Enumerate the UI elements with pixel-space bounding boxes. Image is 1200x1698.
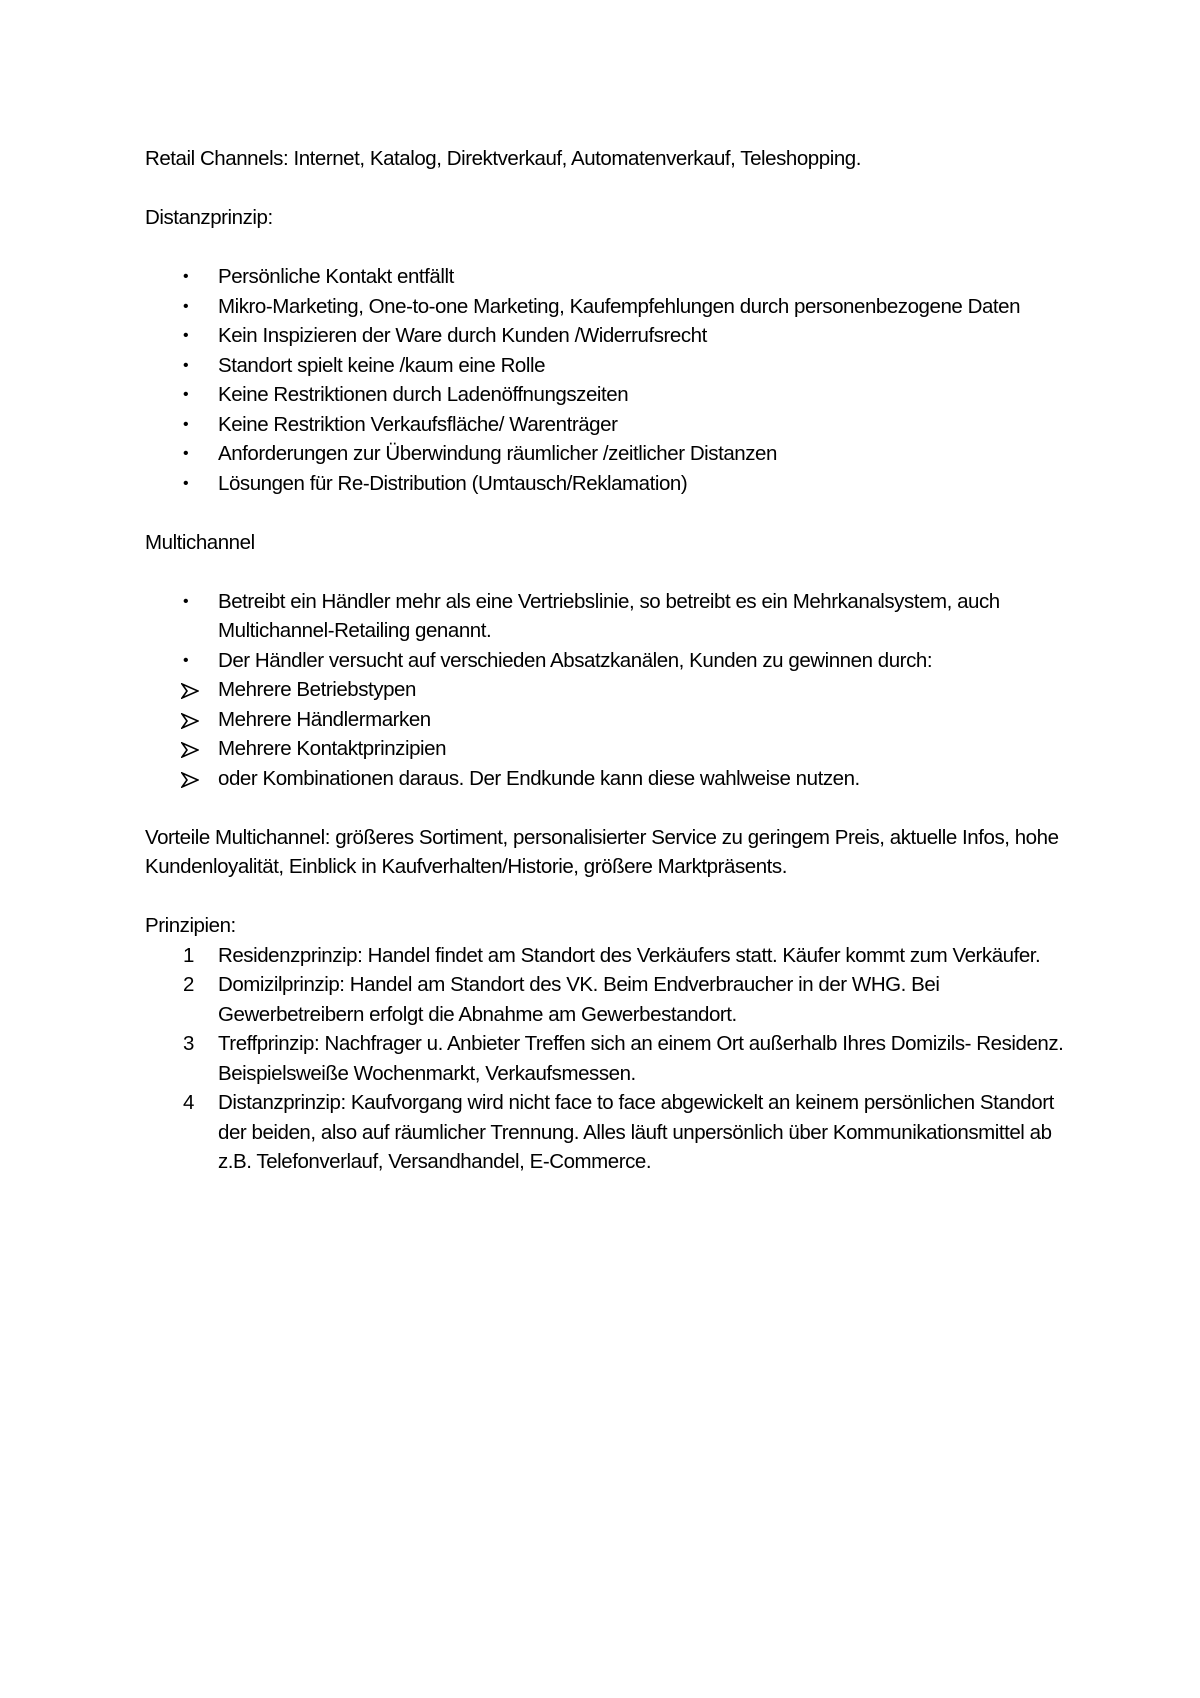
list-item: [145, 321, 1085, 351]
bullet-marker: •: [183, 474, 189, 492]
list-item: [145, 675, 1085, 705]
list-item: [145, 734, 1085, 764]
retail-channels-paragraph: Retail Channels: Internet, Katalog, Direktverkauf, Automatenverkauf, Teleshopping.: [145, 147, 861, 170]
list-item-text: Keine Restriktionen durch Ladenöffnungszeiten: [218, 383, 629, 406]
list-item-text: oder Kombinationen daraus. Der Endkunde kann diese wahlweise nutzen.: [218, 766, 860, 790]
arrow-bullet-icon: [181, 742, 199, 758]
list-item: [145, 970, 1085, 1029]
distanzprinzip-heading: Distanzprinzip:: [145, 206, 273, 229]
distanzprinzip-list: [145, 262, 1085, 498]
list-item-text: Mikro-Marketing, One-to-one Marketing, Kaufempfehlungen durch personenbezogene Daten: [218, 294, 1021, 318]
list-item-text: Distanzprinzip: Kaufvorgang wird nicht face to face abgewickelt an keinem persönlichen Standort der beiden, also auf räumlicher Trennung. Alles läuft unpersönlich über Kommunikationsmittel ab z.B. Telefonverlauf, Versandhandel, E-Commerce.: [218, 1091, 1054, 1173]
bullet-marker: •: [183, 445, 189, 462]
arrow-bullet-icon: [181, 713, 199, 729]
list-item-text: Standort spielt keine /kaum eine Rolle: [218, 353, 546, 377]
list-item-text: Mehrere Kontaktprinzipien: [218, 737, 447, 760]
bullet-marker: •: [183, 592, 189, 610]
multichannel-list: [145, 587, 1085, 794]
list-item-text: Keine Restriktion Verkaufsfläche/ Warenträger: [218, 412, 618, 436]
list-item: [145, 587, 1085, 646]
document-body: [145, 144, 1085, 1206]
list-item: [145, 1088, 1085, 1177]
list-item-text: Treffprinzip: Nachfrager u. Anbieter Treffen sich an einem Ort außerhalb Ihres Domizils- Residenz. Beispielsweiße Wochenmarkt, Verkaufsmessen.: [218, 1032, 1064, 1085]
list-item-text: Persönliche Kontakt entfällt: [218, 265, 454, 288]
list-item: [145, 941, 1085, 971]
list-item-text: Domizilprinzip: Handel am Standort des VK. Beim Endverbraucher in der WHG. Bei Gewerbetreibern erfolgt die Abnahme am Gewerbestandort.: [218, 973, 940, 1026]
list-item: [145, 439, 1085, 469]
list-item: [145, 380, 1085, 410]
list-item: [145, 292, 1085, 322]
list-item-text: Kein Inspizieren der Ware durch Kunden /Widerrufsrecht: [218, 324, 707, 347]
list-item: [145, 351, 1085, 381]
list-number: 3: [183, 1032, 194, 1055]
list-number: 1: [183, 943, 194, 967]
bullet-marker: •: [183, 651, 189, 669]
list-item: [145, 1029, 1085, 1088]
bullet-marker: •: [183, 268, 189, 285]
bullet-marker: •: [183, 386, 189, 403]
bullet-marker: •: [183, 327, 189, 344]
bullet-marker: •: [183, 297, 189, 315]
prinzipien-heading: Prinzipien:: [145, 914, 236, 937]
bullet-marker: •: [183, 415, 189, 433]
list-number: 2: [183, 973, 194, 996]
list-item: [145, 469, 1085, 499]
multichannel-heading: Multichannel: [145, 530, 255, 554]
list-item: [145, 410, 1085, 440]
list-item: [145, 764, 1085, 794]
list-item: [145, 646, 1085, 676]
list-item-text: Der Händler versucht auf verschieden Absatzkanälen, Kunden zu gewinnen durch:: [218, 648, 933, 672]
vorteile-paragraph: Vorteile Multichannel: größeres Sortiment, personalisierter Service zu geringem Preis, aktuelle Infos, hohe Kundenloyalität, Einblick in Kaufverhalten/Historie, größere Marktpräsents.: [145, 825, 1059, 878]
list-number: 4: [183, 1091, 194, 1114]
list-item-text: Residenzprinzip: Handel findet am Standort des Verkäufers statt. Käufer kommt zum Verkäufer.: [218, 943, 1041, 967]
list-item-text: Betreibt ein Händler mehr als eine Vertriebslinie, so betreibt es ein Mehrkanalsystem, auch Multichannel-Retailing genannt.: [218, 589, 1000, 642]
arrow-bullet-icon: [181, 772, 199, 788]
list-item-text: Anforderungen zur Überwindung räumlicher /zeitlicher Distanzen: [218, 442, 777, 465]
list-item-text: Lösungen für Re-Distribution (Umtausch/Reklamation): [218, 471, 688, 495]
list-item: [145, 262, 1085, 292]
list-item-text: Mehrere Betriebstypen: [218, 678, 416, 701]
bullet-marker: •: [183, 356, 189, 374]
list-item: [145, 705, 1085, 735]
prinzipien-list: [145, 941, 1085, 1177]
arrow-bullet-icon: [181, 683, 199, 699]
list-item-text: Mehrere Händlermarken: [218, 707, 431, 731]
